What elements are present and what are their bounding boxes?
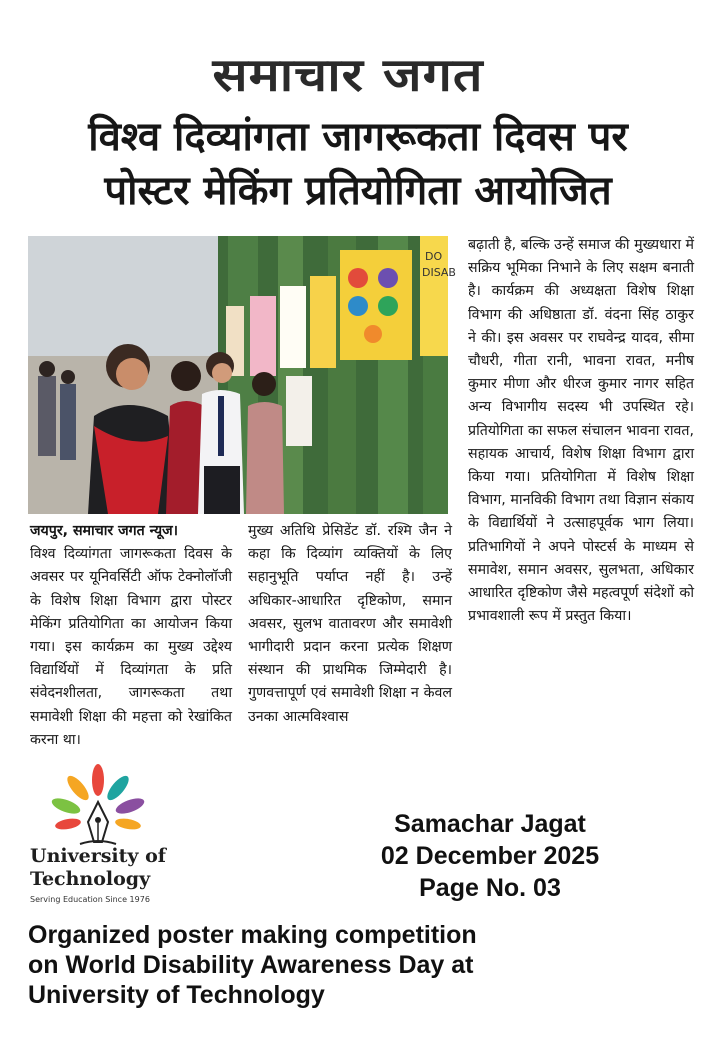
university-name (30, 845, 200, 891)
publication-info (355, 808, 625, 904)
publication-name: Samachar Jagat (394, 810, 586, 838)
article-column-3: बढ़ाती है, बल्कि उन्हें समाज की मुख्यधारा में सक्रिय भूमिका निभाने के लिए सक्षम बनाती है। कार्यक्रम की अध्यक्षता विशेष शिक्षा विभाग की अधिष्ठाता डॉ. वंदना सिंह ठाकुर ने की। इस अवसर पर राघवेन्द्र यादव, सीमा चौधरी, गीता रानी, भावना रावत, मनीष कुमार मीणा और धीरज कुमार नागर सहित अन्य विभागीय सदस्य भी उपस्थित रहे। प्रतियोगिता का सफल संचालन भावना रावत, सहायक आचार्य, विशेष शिक्षा विभाग द्वारा किया गया। प्रतियोगिता में विशेष शिक्षा विभाग, मानविकी विभाग तथा विज्ञान संकाय के विद्यार्थियों ने उत्साहपूर्वक भाग लिया। प्रतिभागियों ने अपने पोस्टर्स के माध्यम से समावेश, समान अवसर, सुलभता, अधिकार आधारित दृष्टिकोण जैसे महत्वपूर्ण संदेशों को प्रभावशाली रूप में प्रस्तुत किया। (468, 237, 694, 625)
article-dateline: जयपुर, समाचार जगत न्यूज। (30, 523, 178, 539)
publication-page: Page No. 03 (419, 874, 561, 902)
university-tagline: Serving Education Since 1976 (30, 895, 150, 904)
newspaper-masthead: समाचार जगत (212, 49, 484, 103)
poster-text-do: DO (425, 250, 443, 263)
headline-line-2: पोस्टर मेकिंग प्रतियोगिता आयोजित (104, 168, 612, 214)
article-column-2: मुख्य अतिथि प्रेसिडेंट डॉ. रश्मि जैन ने कहा कि दिव्यांग व्यक्तियों के लिए सहानुभूति पर्याप्त नहीं है। उन्हें अधिकार-आधारित दृष्टिकोण, समान अवसर, सुलभ वातावरण और समावेशी भागीदारी प्रदान करना प्रत्येक शिक्षण संस्थान की प्राथमिक जिम्मेदारी है। गुणवत्तापूर्ण एवं समावेशी शिक्षा न केवल उनका आत्मविश्वास (248, 523, 452, 725)
publication-date: 02 December 2025 (380, 842, 600, 870)
caption-line-3: University of Technology (28, 981, 325, 1009)
caption-line-1: Organized poster making competition (28, 921, 477, 949)
event-photo-illustration (28, 236, 456, 514)
article-column-1 (30, 520, 232, 752)
headline-line-1: विश्व दिव्यांगता जागरूकता दिवस पर (88, 114, 628, 160)
article-headline (28, 110, 688, 218)
caption-line-2: on World Disability Awareness Day at (28, 951, 474, 979)
event-photo (28, 236, 456, 514)
english-caption (28, 920, 588, 1010)
article-column-1-text: विश्व दिव्यांगता जागरूकता दिवस के अवसर पर यूनिवर्सिटी ऑफ टेक्नोलॉजी के विशेष शिक्षा विभाग द्वारा पोस्टर मेकिंग प्रतियोगिता का आयोजन किया गया। इस कार्यक्रम का मुख्य उद्देश्य विद्यार्थियों में दिव्यांगता के प्रति संवेदनशीलता, जागरूकता तथा समावेशी शिक्षा की महत्ता को रेखांकित करना था। (30, 546, 232, 748)
newspaper-clipping (28, 30, 694, 765)
university-name-line-2: Technology (30, 868, 151, 890)
university-name-line-1: University of (30, 845, 166, 867)
poster-text-disab: DISAB (422, 266, 456, 279)
